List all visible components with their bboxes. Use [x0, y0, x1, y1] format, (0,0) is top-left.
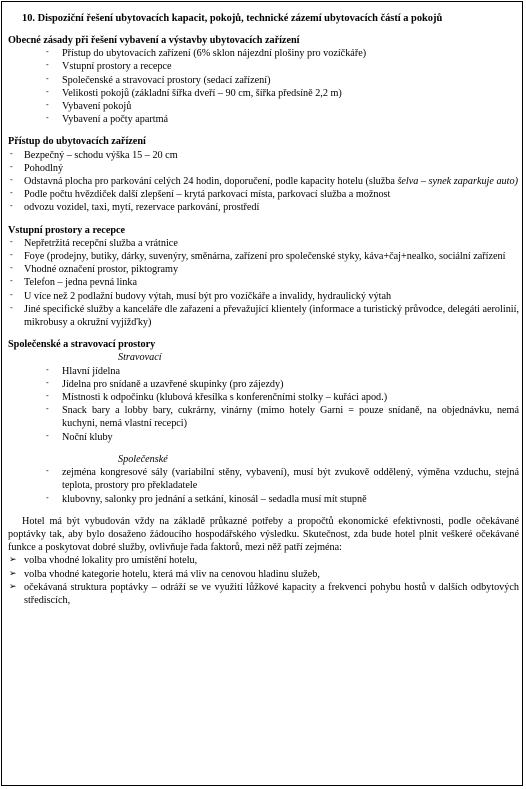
list-item: ➢ očekávaná struktura poptávky – odráží se ve využití lůžkové kapacity a frekvenci pohybu hostů v dalších odbytových střediscích, [8, 581, 519, 607]
list-item: - U více než 2 podlažní budovy výtah, musí být pro vozíčkáře a invalidy, hydraulický výtah [8, 290, 519, 303]
list-item-text: Odstavná plocha pro parkování celých 24 hodin, doporučení, podle kapacity hotelu (služba [24, 176, 398, 188]
factor-list [8, 554, 519, 607]
subheading-social: Společenské [118, 453, 168, 465]
document-page [1, 1, 523, 786]
access-list [8, 149, 519, 215]
list-item: - Bezpečný – schodu výška 15 – 20 cm [8, 149, 519, 162]
subheading-dining: Stravovací [118, 352, 162, 364]
entrance-list [8, 237, 519, 329]
list-item: - Jiné specifické služby a kanceláře dle zařazení a převažující klientely (informace a turistický průvodce, delegáti aerolinií, mikrobusy a okružní vyjížďky) [8, 303, 519, 329]
section-heading-access: Přístup do ubytovacích zařízení [8, 136, 146, 148]
page-title: 10. Dispoziční řešení ubytovacích kapacit, pokojů, technické zázemí ubytovacích částí a pokojů [22, 13, 443, 24]
list-item: - Společenské a stravovací prostory (sedací zařízení) [8, 74, 519, 87]
section-heading-entrance: Vstupní prostory a recepce [8, 224, 126, 236]
social-list [8, 466, 519, 506]
list-item: - Vybavení pokojů [8, 100, 519, 113]
list-item: - klubovny, salonky pro jednání a setkání, kinosál – sedadla musí mít stupně [8, 493, 519, 506]
section-heading-social: Společenské a stravovací prostory [8, 339, 156, 351]
list-item: - Přístup do ubytovacích zařízení (6% sklon nájezdní plošiny pro vozíčkáře) [8, 47, 519, 60]
paragraph: Hotel má být vybudován vždy na základě průkazné potřeby a propočtů ekonomické efektivnosti, podle očekávané poptávky tak, aby bylo dosaženo žádoucího hospodářského výsledku. Skutečnost, zda bude hotel plnit veškeré očekávané funkce a poskytovat dobré služby, ovlivňuje řada faktorů, mezi něž patří zejména: [8, 515, 519, 554]
list-item: - odvozu vozidel, taxi, mytí, rezervace parkování, prostředí [8, 201, 519, 214]
list-item: ➢ volba vhodné kategorie hotelu, která má vliv na cenovou hladinu služeb, [8, 568, 519, 581]
list-item: - Vhodné označení prostor, piktogramy [8, 263, 519, 276]
list-item: - Hlavní jídelna [8, 365, 519, 378]
list-item: - Foye (prodejny, butiky, dárky, suvenýry, směnárna, zařízení pro společenské styky, káva+čaj+nealko, sociální zařízení [8, 250, 519, 263]
list-item: - Pohodlný [8, 162, 519, 175]
section-heading-general: Obecné zásady při řešení vybavení a výstavby ubytovacích zařízení [8, 35, 300, 46]
list-item: - Noční kluby [8, 431, 519, 444]
list-item: - Podle počtu hvězdiček další zlepšení – krytá parkovací místa, parkovací služba a možnost [8, 188, 519, 201]
list-item: - zejména kongresové sály (variabilní stěny, vybavení), musí být zvukově oddělený, výměna vzduchu, stejná teplota, prostory pro překladatele [8, 466, 519, 492]
list-item: - Místnosti k odpočinku (klubová křesílka s konferenčními stolky – kuřáci apod.) [8, 391, 519, 404]
list-item [8, 175, 519, 188]
list-item: - Jídelna pro snídaně a uzavřené skupinky (pro zájezdy) [8, 378, 519, 391]
list-item: - Snack bary a lobby bary, cukrárny, vinárny (mimo hotely Garni = pouze snídaně, na objednávku, nemá kuchyni, nemá vlastní recepci) [8, 404, 519, 430]
list-item: - Telefon – jedna pevná linka [8, 276, 519, 289]
list-item: - Velikosti pokojů (základní šířka dveří – 90 cm, šířka předsíně 2,2 m) [8, 87, 519, 100]
list-item: - Nepřetržitá recepční služba a vrátnice [8, 237, 519, 250]
general-list [8, 47, 519, 126]
dining-list [8, 365, 519, 444]
list-item: ➢ volba vhodné lokality pro umístění hotelu, [8, 554, 519, 567]
list-item: - Vybavení a počty apartmá [8, 113, 519, 126]
list-item-italic-text: šelva – synek zaparkuje auto) [397, 176, 518, 188]
list-item: - Vstupní prostory a recepce [8, 60, 519, 73]
